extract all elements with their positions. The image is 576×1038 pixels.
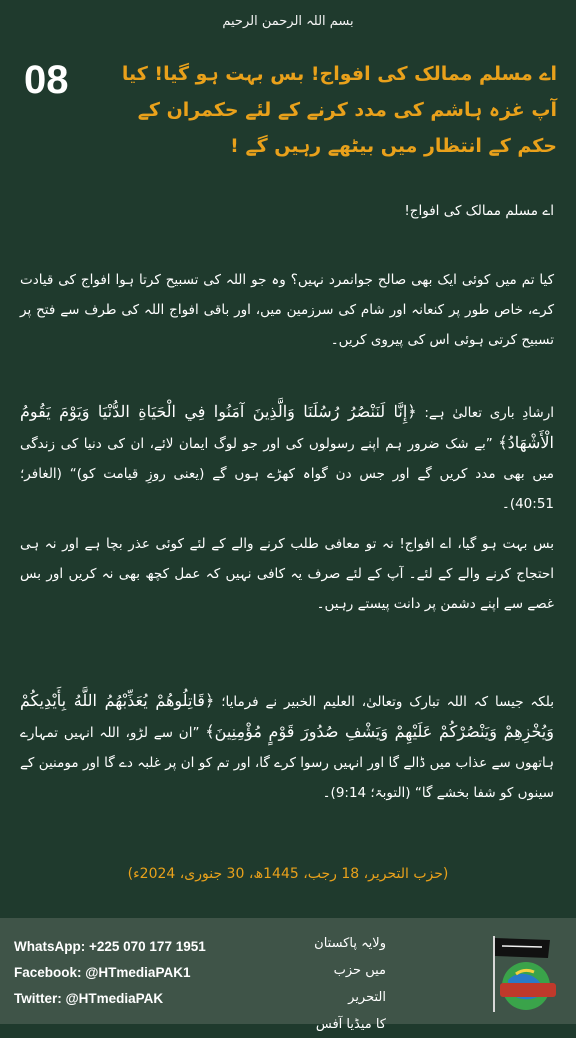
post-number: 08 xyxy=(24,58,69,102)
footer-bar xyxy=(0,918,576,1032)
paragraph-2-intro: ارشادِ باری تعالیٰ ہے: xyxy=(424,405,554,421)
office-line-1: ولایہ پاکستان xyxy=(314,936,386,951)
paragraph-4 xyxy=(20,686,554,808)
paragraph-1: کیا تم میں کوئی ایک بھی صالح جوانمرد نہیں؟ وہ جو اللہ کی تسبیح کرتا ہوا افواج کی قیادت کرے، خاص طور پر کنعانہ اور شام کی سرزمین میں، اور باقی افواج اللہ کی طرف سے فتح پر تسبیح کرتی ہوئی اس کی پیروی کریں۔ xyxy=(20,272,554,348)
signature: (حزب التحریر، 18 رجب، 1445ھ، 30 جنوری، 2024ء) xyxy=(127,866,449,882)
media-office-label xyxy=(296,930,386,1038)
paragraph-4-intro: بلکہ جیسا کہ اللہ تبارک وتعالیٰ، العلیم الخبیر نے فرمایا؛ xyxy=(221,694,554,710)
bismillah-header: بسم اللہ الرحمن الرحیم xyxy=(222,14,354,29)
whatsapp-contact: WhatsApp: +225 070 177 1951 xyxy=(14,939,206,954)
facebook-contact: Facebook: @HTmediaPAK1 xyxy=(14,965,191,980)
paragraph-3: بس بہت ہو گیا، اے افواج! نہ تو معافی طلب کرنے والے کے لئے کوئی عذر بچا ہے اور نہ ہی احتجاج کرنے والے کے لئے۔ آپ کے لئے صرف یہ کافی نہیں کہ عمل کچھ بھی نہ کریں اور بس غصے سے اپنے دشمن پر دانت پیستے رہیں۔ xyxy=(20,536,554,612)
paragraph-4-translation: ”ان سے لڑو، اللہ انہیں تمہارے ہاتھوں سے عذاب میں ڈالے گا اور انہیں رسوا کرے گا، اور تم کو ان پر غلبہ دے گا اور مومنین کے سینوں کو شفا بخشے گا“ (التوبۃ؛ 9:14)۔ xyxy=(20,725,554,801)
hizb-logo-icon xyxy=(478,928,568,1018)
twitter-contact: Twitter: @HTmediaPAK xyxy=(14,991,164,1006)
quran-verse-1: ﴿إِنَّا لَنَنْصُرُ رُسُلَنَا وَالَّذِينَ آمَنُوا فِي الْحَيَاةِ الدُّنْيَا وَيَوْمَ يَقُومُ الْأَشْهَادُ﴾ xyxy=(20,402,554,452)
office-line-3: کا میڈیا آفس xyxy=(315,1017,386,1032)
paragraph-2-translation: ”بے شک ضرور ہم اپنے رسولوں کی اور جو لوگ ایمان لائے، ان کی دنیا کی زندگی میں بھی مدد کریں گے اور جس دن گواہ کھڑے ہوں گے (یعنی روزِ قیامت کو)“ (الغافر؛ 40:51)۔ xyxy=(20,436,554,512)
address-line: اے مسلم ممالک کی افواج! xyxy=(404,203,554,219)
headline: اے مسلم ممالک کی افواج! بس بہت ہو گیا! کیا آپ غزہ ہاشم کی مدد کرنے کے لئے حکمران کے حکم کے انتظار میں بیٹھے رہیں گے ! xyxy=(121,63,557,157)
paragraph-2 xyxy=(20,397,554,519)
office-line-2: میں حزب التحریر xyxy=(333,963,386,1005)
quran-verse-2: ﴿قَاتِلُوهُمْ يُعَذِّبْهُمُ اللَّهُ بِأَيْدِيكُمْ وَيُخْزِهِمْ وَيَنْصُرْكُمْ عَلَيْهِمْ وَيَشْفِ صُدُورَ قَوْمٍ مُؤْمِنِينَ﴾ xyxy=(20,691,554,741)
contact-list xyxy=(14,934,206,1012)
